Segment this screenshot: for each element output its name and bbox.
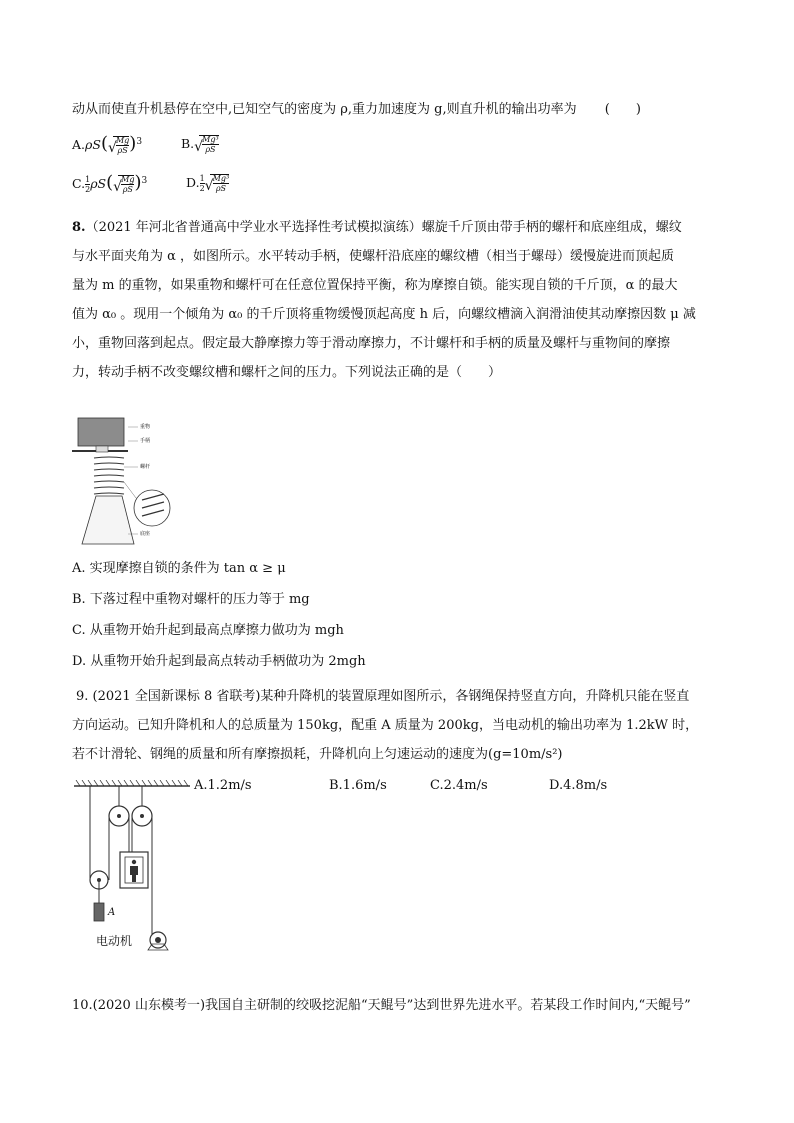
q7-text [72, 100, 734, 120]
counterweight-label: A [108, 907, 116, 918]
fig-label-weight: 重物 [140, 424, 151, 430]
q7-option-a: A.ρS( √ $\frac{Mg}{\rho S}$ )$^3$ [72, 133, 143, 156]
q7-option-a-num: Mg [115, 136, 130, 145]
fig-label-handle: 手柄 [140, 438, 151, 444]
q7-option-b-num: Mg³ [202, 135, 219, 144]
q8-option-c: C. 从重物开始升起到最高点摩擦力做功为 mgh [72, 623, 344, 638]
q7-option-b-sqrt: √ $\frac{\text{Mg³}}{\rho S}$ [194, 135, 219, 155]
q7-option-b-den: ρS [202, 144, 219, 154]
q10-line-1: 10.(2020 山东模考一)我国自主研制的绞吸挖泥船“天鲲号”达到世界先进水平。若某段工作时间内,“天鲲号” [72, 998, 691, 1013]
q8-line-5: 小，重物回落到起点。假定最大静摩擦力等于滑动摩擦力，不计螺杆和手柄的质量及螺杆与重物间的摩擦 [72, 336, 671, 351]
q7-option-a-exp: 3 [136, 136, 143, 147]
q8-option-a: A. 实现摩擦自锁的条件为 tan α ≥ μ [72, 561, 286, 576]
q7-option-d-half-den: 2 [199, 184, 205, 193]
q8-option-d: D. 从重物开始升起到最高点转动手柄做功为 2mgh [72, 654, 366, 669]
q9-line-2: 方向运动。已知升降机和人的总质量为 150kg，配重 A 质量为 200kg，当电动机的输出功率为 1.2kW 时， [72, 718, 699, 733]
q7-option-d-label: D. [186, 175, 200, 190]
q7-option-d-sqrt: √ $\frac{\text{Mg³}}{\rho S}$ [204, 174, 230, 194]
q7-option-a-den: ρS [117, 146, 128, 155]
q8-option-b: B. 下落过程中重物对螺杆的压力等于 mg [72, 592, 310, 607]
screw-jack-figure [72, 412, 202, 547]
q7-stem-tail: 动从而使直升机悬停在空中,已知空气的密度为 ρ,重力加速度为 g,则直升机的输出功率为 [72, 102, 577, 117]
q7-option-c-exp: 3 [141, 175, 148, 186]
q7-option-d-half-num: 1 [199, 174, 205, 183]
q9-line-1: 9. (2021 全国新课标 8 省联考)某种升降机的装置原理如图所示，各钢绳保持竖直方向，升降机只能在竖直 [76, 689, 690, 704]
motor-label: 电动机 [96, 934, 133, 948]
q7-option-b [181, 135, 219, 154]
q7-option-b-label: B. [181, 136, 195, 151]
q7-option-c-half-den: 2 [85, 185, 91, 194]
screw-jack-diagram [72, 412, 202, 547]
q7-answer-paren: ( ) [604, 102, 641, 117]
q9-option-b: B.1.6m/s [329, 778, 387, 793]
q8-line-6: 力，转动手柄不改变螺纹槽和螺杆之间的压力。下列说法正确的是（ ） [72, 365, 502, 380]
fig-label-screw: 螺杆 [140, 464, 151, 470]
fig-label-base: 底座 [140, 531, 151, 537]
q9-option-c: C.2.4m/s [430, 778, 488, 793]
q7-option-a-label: A. [72, 137, 86, 152]
q7-option-c-sqrt: √ $\frac{Mg}{\rho S}$ [113, 175, 135, 195]
elevator-figure [72, 780, 192, 955]
q8-line-1 [72, 218, 734, 238]
q7-option-d-num: Mg³ [212, 174, 230, 183]
q8-line-2: 与水平面夹角为 α ，如图所示。水平转动手柄，使螺杆沿底座的螺纹槽（相当于螺母）缓慢旋进而顶起质 [72, 249, 675, 264]
q7-option-a-sqrt: √ $\frac{Mg}{\rho S}$ [107, 136, 130, 156]
q7-option-c-rho-s: ρS [90, 176, 107, 191]
q7-option-d [186, 174, 229, 193]
q9-line-3: 若不计滑轮、钢绳的质量和所有摩擦损耗，升降机向上匀速运动的速度为(g=10m/s²) [72, 747, 563, 762]
q7-option-c-label: C. [72, 176, 86, 191]
q7-option-c-den: ρS [122, 185, 133, 194]
q8-line-4: 值为 α₀ 。现用一个倾角为 α₀ 的千斤顶将重物缓慢顶起高度 h 后，向螺纹槽滴入润滑油使其动摩擦因数 μ 减 [72, 307, 696, 322]
q8-number: 8. [72, 220, 86, 235]
q7-option-c-half-num: 1 [85, 175, 91, 184]
q7-option-c: $C.\frac{1}{2}$ ρS( √ $\frac{Mg}{\rho S}$ )$^3$ [72, 172, 148, 195]
q8-line-3: 量为 m 的重物，如果重物和螺杆可在任意位置保持平衡，称为摩擦自锁。能实现自锁的千斤顶，α 的最大 [72, 278, 678, 293]
q8-stem-1: （2021 年河北省普通高中学业水平选择性考试模拟演练）螺旋千斤顶由带手柄的螺杆和底座组成，螺纹 [85, 220, 682, 235]
q7-option-a-rho-s: ρS [85, 137, 101, 152]
q9-option-d: D.4.8m/s [549, 778, 608, 793]
elevator-diagram [72, 780, 192, 955]
q7-option-c-num: Mg [121, 175, 135, 184]
q9-option-a: A.1.2m/s [194, 778, 252, 793]
q7-option-d-den: ρS [213, 183, 230, 193]
